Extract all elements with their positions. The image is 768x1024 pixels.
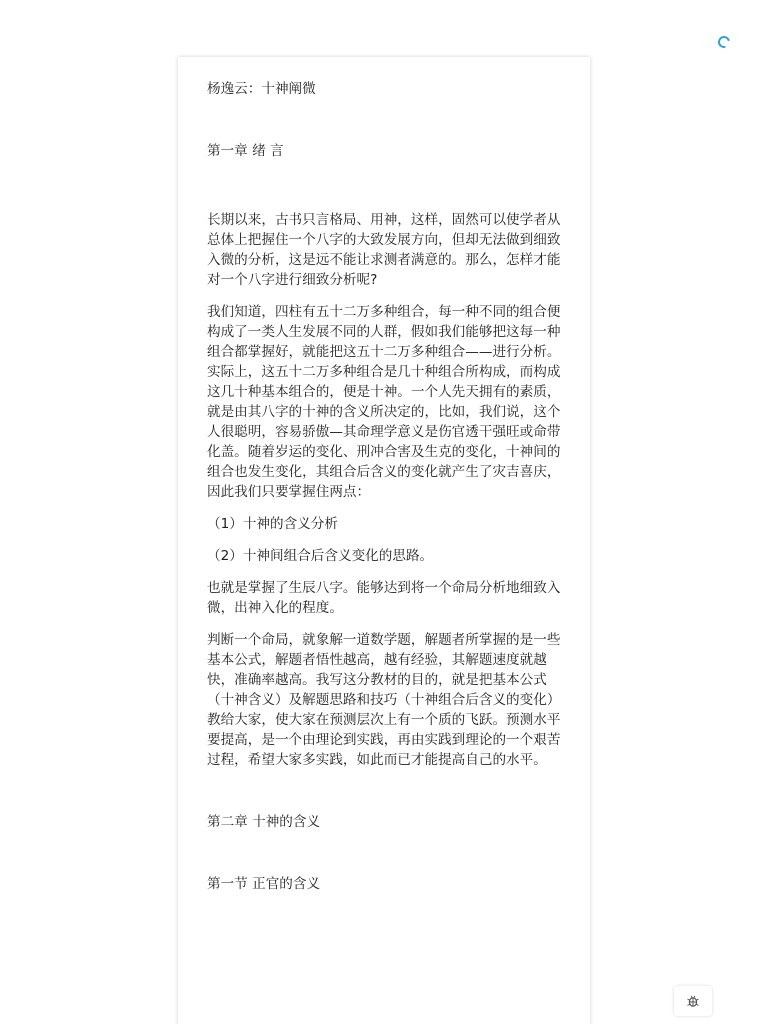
chapter-heading: 第一章 绪 言 — [207, 143, 284, 159]
paragraph: 判断一个命局，就象解一道数学题，解题者所掌握的是一些基本公式，解题者悟性越高，越有经验，其解题速度就越快，准确率越高。我写这分教材的目的，就是把基本公式（十神含义）及解题思路和技巧（十神组合后含义的变化）教给大家，使大家在预测层次上有一个质的飞跃。预测水平要提高，是一个由理论到实践，再由实践到理论的一个艰苦过程，希望大家多实践，如此而已才能提高自己的水平。 — [207, 632, 561, 768]
debug-button[interactable] — [674, 986, 712, 1016]
document-title: 杨逸云：十神阐微 — [207, 81, 316, 97]
paragraph: 也就是掌握了生辰八字。能够达到将一个命局分析地细致入微，出神入化的程度。 — [207, 580, 561, 616]
paragraph: 长期以来，古书只言格局、用神，这样，固然可以使学者从总体上把握住一个八字的大致发展方向，但却无法做到细致入微的分析，这是远不能让求测者满意的。那么，怎样才能对一个八字进行细致分析呢? — [207, 212, 561, 288]
document-content — [207, 79, 562, 894]
loading-spinner-icon — [716, 34, 732, 50]
list-item: （2）十神间组合后含义变化的思路。 — [207, 548, 434, 564]
chapter-heading: 第二章 十神的含义 — [207, 814, 321, 830]
document-page[interactable] — [178, 57, 590, 1024]
section-heading: 第一节 正官的含义 — [207, 876, 321, 892]
bug-icon — [686, 994, 700, 1008]
paragraph: 我们知道，四柱有五十二万多种组合，每一种不同的组合便构成了一类人生发展不同的人群，假如我们能够把这每一种组合都掌握好，就能把这五十二万多种组合——进行分析。实际上，这五十二万多种组合是几十种组合所构成，而构成这几十种基本组合的，便是十神。一个人先天拥有的素质，就是由其八字的十神的含义所决定的，比如，我们说，这个人很聪明，容易骄傲—其命理学意义是伤官透干强旺或命带化盖。随着岁运的变化、刑冲合害及生克的变化，十神间的组合也发生变化，其组合后含义的变化就产生了灾吉喜庆，因此我们只要掌握住两点： — [207, 304, 561, 500]
list-item: （1）十神的含义分析 — [207, 516, 338, 532]
